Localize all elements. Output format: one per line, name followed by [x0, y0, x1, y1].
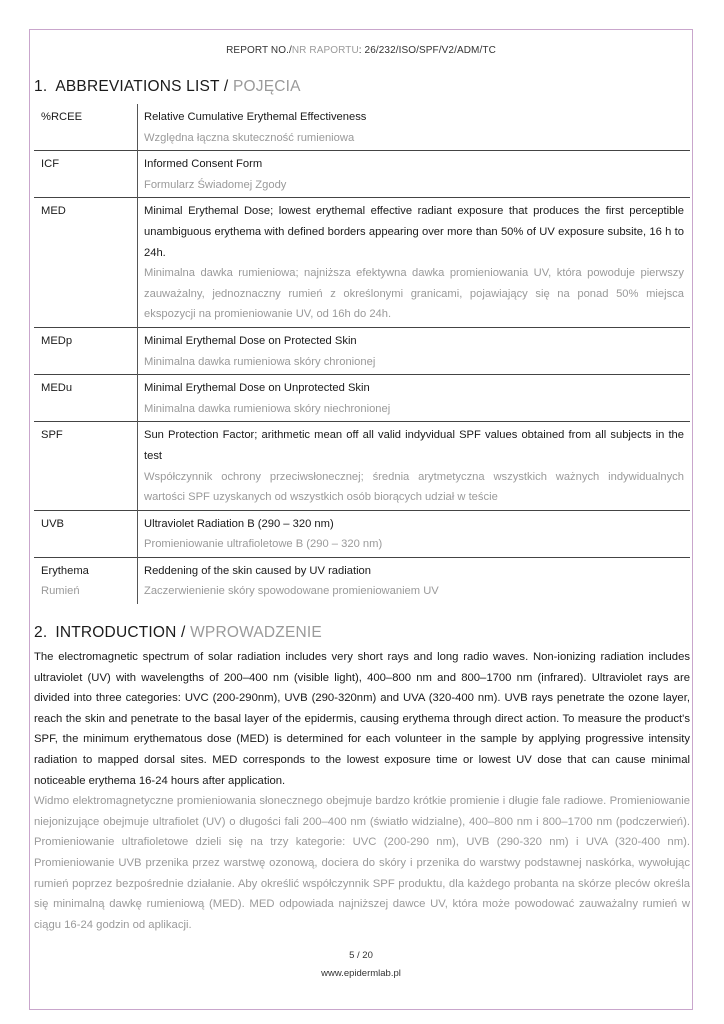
intro-paragraph-pl: Widmo elektromagnetyczne promieniowania słonecznego obejmuje bardzo krótkie promienie i długie fale radiowe. Promieniowanie niejonizujące obejmuje ultrafiolet (UV) o długości fali 200–400 nm (światło widzialne), 400–800 nm i 800–1700 nm (podczerwień). Promieniowanie ultrafioletowe dzieli się na trzy kategorie: UVC (200-290 nm), UVB (290-320 nm) i UVA (320-400 nm). Promieniowanie UVB przenika przez warstwę ozonową, dociera do skóry i przenika do warstwy podstawnej naskórka, wywołując rumień poprzez bezpośrednie działanie. Aby określić współczynnik SPF produktu, dla każdego probanta na skórze pleców określa się minimalną dawkę rumieniową (MED). MED odpowiada najniższej dawce UV, która może powodować zauważalny rumień w ciągu 16-24 godzin od aplikacji. — [34, 795, 690, 931]
abbr-description-cell — [138, 151, 691, 198]
abbr-description-cell — [138, 104, 691, 151]
abbr-description-cell — [138, 198, 691, 328]
report-label-pl: NR RAPORTU — [291, 45, 359, 56]
abbr-definition-pl: Formularz Świadomej Zgody — [144, 178, 287, 191]
abbr-term-cell — [34, 557, 138, 604]
abbr-definition-pl: Promieniowanie ultrafioletowe B (290 – 320 nm) — [144, 538, 383, 551]
abbr-term: ICF — [41, 158, 60, 171]
website-link[interactable]: www.epidermlab.pl — [321, 968, 401, 979]
abbr-term: MEDp — [41, 334, 73, 347]
abbreviations-table — [34, 104, 690, 604]
document-page — [29, 29, 693, 1010]
section-1-number: 1. — [34, 78, 48, 95]
abbr-description-cell — [138, 422, 691, 510]
abbr-term: MED — [41, 205, 66, 218]
section-2-title-en: INTRODUCTION / — [55, 624, 191, 642]
report-header — [30, 45, 692, 56]
abbr-definition-pl: Minimalna dawka rumieniowa; najniższa efektywna dawka promieniowania UV, która powoduje pierwszy zauważalny, jednoznaczny rumień z określonymi granicami, pojawiający się na ponad 50% miejsca ekspozycji na promieniowanie UV, od 16h do 24h. — [144, 267, 684, 321]
abbr-term-cell — [34, 375, 138, 422]
abbr-term: MEDu — [41, 382, 73, 395]
page-number: 5 / 20 — [349, 950, 373, 961]
abbr-description-cell — [138, 510, 691, 557]
abbr-term-cell — [34, 104, 138, 151]
table-row — [34, 151, 690, 198]
abbr-definition-en: Relative Cumulative Erythemal Effectiveness — [144, 111, 367, 123]
table-row — [34, 327, 690, 374]
page-content — [34, 78, 690, 935]
abbr-term: UVB — [41, 517, 65, 530]
abbr-definition-en: Sun Protection Factor; arithmetic mean off all valid indyvidual SPF values obtained from all subjects in the test — [144, 429, 684, 462]
abbr-description-cell — [138, 557, 691, 604]
abbr-term: Erythema — [41, 564, 89, 577]
abbr-definition-pl: Minimalna dawka rumieniowa skóry niechronionej — [144, 402, 391, 415]
abbr-definition-pl: Względna łączna skuteczność rumieniowa — [144, 131, 355, 144]
section-1-title-pl: POJĘCIA — [232, 78, 301, 95]
abbr-definition-en: Reddening of the skin caused by UV radiation — [144, 564, 372, 577]
abbr-term-cell — [34, 151, 138, 198]
table-row — [34, 198, 690, 328]
abbr-term-cell — [34, 510, 138, 557]
abbr-description-cell — [138, 375, 691, 422]
abbr-term: %RCEE — [41, 111, 83, 123]
table-row — [34, 557, 690, 604]
report-number: : 26/232/ISO/SPF/V2/ADM/TC — [358, 45, 496, 56]
section-2-number: 2. — [34, 624, 48, 642]
abbr-definition-pl: Współczynnik ochrony przeciwsłonecznej; średnia arytmetyczna wszystkich ważnych indywidualnych wartości SPF uzyskanych od wszystkich osób biorących udział w teście — [144, 470, 684, 504]
abbr-term: SPF — [41, 429, 63, 442]
abbr-term-cell — [34, 422, 138, 510]
abbr-definition-en: Informed Consent Form — [144, 158, 263, 171]
abbr-definition-en: Minimal Erythemal Dose on Protected Skin — [144, 334, 357, 347]
section-1-heading — [34, 78, 690, 96]
section-2-title-pl: WPROWADZENIE — [190, 624, 322, 642]
abbr-definition-en: Minimal Erythemal Dose; lowest erythemal effective radiant exposure that produces the first perceptible unambiguous erythema with defined borders appearing over more than 50% of UV exposure subsite, 16 h to 24h. — [144, 205, 684, 259]
abbr-description-cell — [138, 327, 691, 374]
abbr-definition-en: Ultraviolet Radiation B (290 – 320 nm) — [144, 517, 334, 530]
abbr-definition-en: Minimal Erythemal Dose on Unprotected Skin — [144, 382, 370, 395]
section-2 — [34, 624, 690, 935]
abbr-definition-pl: Zaczerwienienie skóry spowodowane promieniowaniem UV — [144, 585, 439, 598]
table-row — [34, 422, 690, 510]
table-row — [34, 510, 690, 557]
table-row — [34, 104, 690, 151]
report-label-en: REPORT NO./ — [226, 45, 292, 56]
section-1-title-en: ABBREVIATIONS LIST / — [55, 78, 233, 95]
table-row — [34, 375, 690, 422]
abbr-term-pl: Rumień — [41, 585, 80, 598]
abbr-definition-pl: Minimalna dawka rumieniowa skóry chronionej — [144, 355, 376, 368]
section-2-heading — [34, 624, 690, 642]
abbr-term-cell — [34, 327, 138, 374]
intro-paragraph-en: The electromagnetic spectrum of solar radiation includes very short rays and long radio waves. Non-ionizing radiation includes ultraviolet (UV) with wavelengths of 200–400 nm (visible light), 400–800 nm and 800–1700 nm (infrared). Ultraviolet rays are divided into three categories: UVC (200-290nm), UVB (290-320nm) and UVA (320-400 nm). UVB rays penetrate the ozone layer, reach the skin and penetrate to the basal layer of the epidermis, causing erythema through direct action. To measure the product's SPF, the minimum erythematous dose (MED) is determined for each volunteer in the sample by applying progressive intensity radiation to mapped dorsal sites. MED corresponds to the lowest exposure time or lowest UV dose that can cause minimal noticeable erythema 16-24 hours after application. — [34, 651, 690, 787]
abbr-term-cell — [34, 198, 138, 328]
